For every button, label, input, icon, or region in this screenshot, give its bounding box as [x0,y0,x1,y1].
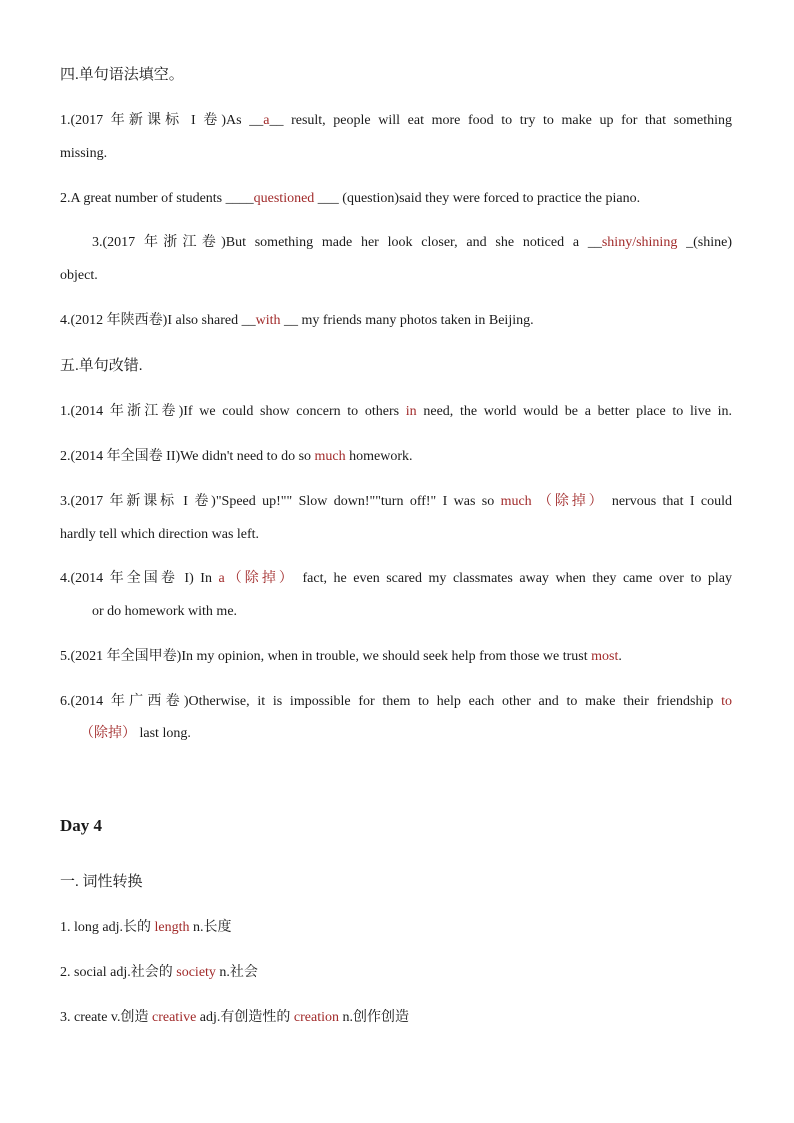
day4-item-3 [60,1009,732,1027]
s4-q3-answer: shiny/shining [601,235,678,250]
s5-q5 [60,648,732,666]
s4-q2-suffix: ___ (question)said they were forced to practice the piano. [314,191,641,206]
s5-q3-line2 [60,526,732,544]
s4-q3-line2-text: object. [60,268,98,283]
s4-q4 [60,312,732,330]
day4-item-2-answer: society [176,965,216,980]
s4-q4-prefix: 4.(2012 年陕西卷)I also shared __ [60,313,256,328]
s5-q4-line1 [60,570,732,588]
s5-q5-suffix: . [618,649,622,664]
day4-item-3-suffix: n.创作创造 [339,1010,409,1025]
s4-q1-prefix: 1.(2017 年新课标 I 卷)As __ [60,113,264,128]
s4-q1-suffix: __ result, people will eat more food to try to make up for that something [269,113,732,128]
s4-q3-prefix: 3.(2017 年浙江卷)But something made her look closer, and she noticed a __ [92,235,602,250]
s5-q3-prefix: 3.(2017 年新课标 I 卷)"Speed up!"" Slow down!""turn off!" I was so [60,494,501,509]
s5-q4-line2 [92,603,732,621]
s5-q6-line2-answer: （除掉） [80,726,136,741]
s4-q1-line1 [60,112,732,130]
s4-q1-line2-text: missing. [60,146,108,161]
section-five-title-text: 五.单句改错. [60,358,143,374]
s5-q3-answer: much （除掉） [500,494,606,509]
day4-item-3-prefix: 3. create v.创造 [60,1010,152,1025]
day-four-title-text: Day 4 [60,816,103,835]
s5-q2 [60,448,732,466]
day4-item-3-middle: adj.有创造性的 [196,1010,294,1025]
s5-q5-prefix: 5.(2021 年全国甲卷)In my opinion, when in trouble, we should seek help from those we trust [60,649,592,664]
s5-q6-line2 [80,725,732,743]
day4-item-1 [60,919,732,937]
day4-item-3-answer2: creation [293,1010,339,1025]
s4-q3-suffix: _(shine) [677,235,732,250]
day4-item-2-prefix: 2. social adj.社会的 [60,965,177,980]
s5-q4-prefix: 4.(2014 年全国卷 I) In [60,571,219,586]
s5-q1-suffix: need, the world would be a better place to live in. [416,404,733,419]
day4-item-3-answer: creative [152,1010,197,1025]
day4-item-2 [60,964,732,982]
s5-q1-answer: in [405,404,417,419]
s4-q2-answer: questioned [253,191,315,206]
s4-q1-line2 [60,145,732,163]
day4-section-one-title [60,873,732,891]
s5-q2-suffix: homework. [345,449,413,464]
s4-q4-answer: with [255,313,281,328]
s4-q3-line2 [60,267,732,285]
s5-q3-line2-text: hardly tell which direction was left. [60,527,260,542]
section-five-title [60,357,732,375]
s5-q1-prefix: 1.(2014 年浙江卷)If we could show concern to others [60,404,406,419]
s5-q6-line2-suffix: last long. [136,726,191,741]
section-four-title [60,66,732,84]
s5-q4-answer: a（除掉） [218,571,296,586]
s5-q4-line2-text: or do homework with me. [92,604,238,619]
s5-q2-prefix: 2.(2014 年全国卷 II)We didn't need to do so [60,449,315,464]
s4-q2-prefix: 2.A great number of students ____ [60,191,254,206]
day4-section-one-title-text: 一. 词性转换 [60,874,143,890]
s5-q1 [60,403,732,421]
s5-q5-answer: most [591,649,619,664]
s4-q1-answer: a [263,113,270,128]
s5-q6-prefix: 6.(2014 年广西卷)Otherwise, it is impossible for them to help each other and to make their friendship [60,694,722,709]
s4-q3-line1 [92,234,732,252]
day4-item-2-suffix: n.社会 [215,965,258,980]
s5-q3-suffix: nervous that I could [605,494,732,509]
s4-q4-suffix: __ my friends many photos taken in Beijing. [280,313,534,328]
s5-q4-suffix: fact, he even scared my classmates away when they came over to play [295,571,732,586]
s5-q6-line1 [60,693,732,711]
s4-q2 [60,190,732,208]
s5-q3-line1 [60,493,732,511]
day4-item-1-prefix: 1. long adj.长的 [60,920,155,935]
day4-item-1-answer: length [154,920,190,935]
s5-q6-answer: to [721,694,732,709]
s5-q2-answer: much [314,449,346,464]
section-four-title-text: 四.单句语法填空。 [60,67,184,83]
day-four-title [60,817,732,835]
day4-item-1-suffix: n.长度 [189,920,232,935]
